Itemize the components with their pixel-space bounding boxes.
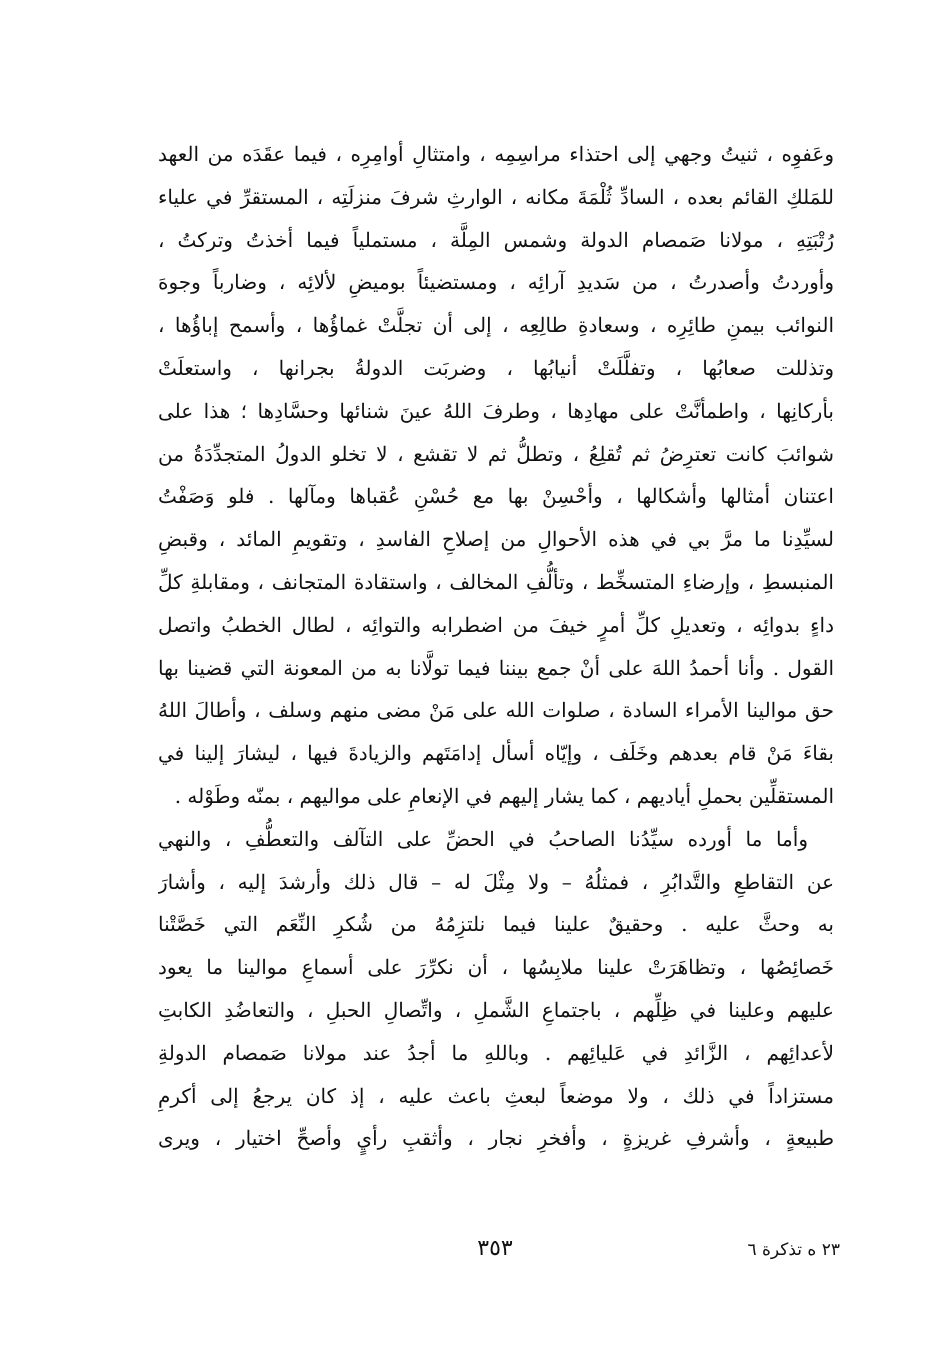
text-line: النوائب بيمنِ طائِرِه ، وسعادةِ طالِعِه ، إلى أن تجلَّتْ غماؤُها ، وأسمح إباؤُها ، xyxy=(158,313,834,338)
paragraph-1 xyxy=(158,133,834,818)
text-line: وتذللت صعابُها ، وتفلَّلَتْ أنيابُها ، وضربَت الدولةُ بجرانها ، واستعلَتْ xyxy=(158,355,834,380)
text-line: عليهم وعلينا في ظِلِّهم ، باجتماعِ الشَّملِ ، واتِّصالِ الحبلِ ، والتعاضُدِ الكابتِ xyxy=(158,997,834,1022)
text-line: للمَلكِ القائم بعده ، السادِّ ثُلْمَةَ مكانه ، الوارثِ شرفَ منزلَتِه ، المستقرِّ في علياء xyxy=(158,184,834,209)
signature-mark: ٢٣ ه تذكرة ٦ xyxy=(747,1240,840,1260)
text-line: به وحثَّ عليه . وحقيقٌ علينا فيما نلتزِمُهُ من شُكرِ النِّعَم التي خَصَّتْنا xyxy=(158,912,834,937)
paragraph-2 xyxy=(158,818,834,1160)
text-line: بأركانِها ، واطمأنَّتْ على مهادِها ، وطرفَ اللهُ عينَ شنائها وحسَّادِها ؛ هذا على xyxy=(158,398,834,423)
text-line: عن التقاطعِ والتَّدابُرِ ، فمثلُهُ – ولا مِثْلَ له – قال ذلك وأرشدَ إليه ، وأشارَ xyxy=(158,869,834,894)
text-line: وأوردتُ وأصدرتُ ، من سَديدِ آرائِه ، ومستضيئاً بوميضِ لألائِه ، وضارباً وجوهَ xyxy=(158,270,834,295)
body-text xyxy=(158,133,834,1160)
text-line: مستزاداً في ذلك ، ولا موضعاً لبعثِ باعث عليه ، إذ كان يرجعُ إلى أكرمِ xyxy=(158,1083,834,1108)
text-line: شوائبَ كانت تعترِضُ ثم تُقلِعُ ، وتطلُّ ثم لا تقشع ، لا تخلو الدولُ المتجدِّدَةُ من xyxy=(158,441,834,466)
text-line: خَصائِصُها ، وتظاهَرَتْ علينا ملابِسُها ، أن نكرِّرَ على أسماعِ موالينا ما يعود xyxy=(158,955,834,980)
text-line: لأعدائِهم ، الزَّائدِ في عَليائِهم . وباللهِ ما أجدُ عند مولانا صَمصام الدولةِ xyxy=(158,1040,834,1065)
text-line: رُتْبَتِهِ ، مولانا صَمصام الدولة وشمس المِلَّة ، مستملياً فيما أخذتُ وتركتُ ، xyxy=(158,227,834,252)
text-line: اعتنان أمثالها وأشكالها ، وأحْسِنْ بها مع حُسْنِ عُقباها ومآلها . فلو وَصَفْتُ xyxy=(158,484,834,509)
text-line: لسيِّدِنا ما مرَّ بي في هذه الأحوالِ من إصلاحِ الفاسدِ ، وتقويمِ المائد ، وقبضِ xyxy=(158,527,834,552)
page-footer xyxy=(0,1232,946,1272)
text-line: وأما ما أورده سيِّدُنا الصاحبُ في الحضِّ على التآلف والتعطُّفِ ، والنهي xyxy=(158,826,808,851)
text-line: داءٍ بدوائِه ، وتعديلِ كلِّ أمرٍ خيفَ من اضطرابه والتوائِه ، لطال الخطبُ واتصل xyxy=(158,612,834,637)
text-line: طبيعةٍ ، وأشرفِ غريزةٍ ، وأفخرِ نجار ، وأثقبِ رأيٍ وأصحِّ اختيار ، ويرى xyxy=(158,1126,834,1151)
text-line: المستقلِّين بحملِ أياديهم ، كما يشار إليهم في الإنعامِ على مواليهم ، بمنّه وطَوْله . xyxy=(174,783,834,808)
text-line: بقاءَ مَنْ قام بعدهم وخَلَف ، وإيّاه أسأل إدامَتَهم والزيادةَ فيها ، ليشارَ إلينا في xyxy=(158,741,834,766)
text-line: وعَفوِه ، ثنيتُ وجهي إلى احتذاء مراسِمِه ، وامتثالِ أوامِرِه ، فيما عقَدَه من العهد xyxy=(158,142,834,166)
text-line: القول . وأنا أحمدُ اللهَ على أنْ جمع بيننا فيما تولَّانا به من المعونة التي قضينا بها xyxy=(158,655,834,680)
text-line: حق موالينا الأمراء السادة ، صلوات الله على مَنْ مضى منهم وسلف ، وأطالَ اللهُ xyxy=(158,698,834,723)
page-number: ٣٥٣ xyxy=(477,1236,513,1261)
text-line: المنبسطِ ، وإرضاءِ المتسخِّط ، وتألُّفِ المخالف ، واستقادة المتجانف ، ومقابلةِ كلِّ xyxy=(158,569,834,594)
